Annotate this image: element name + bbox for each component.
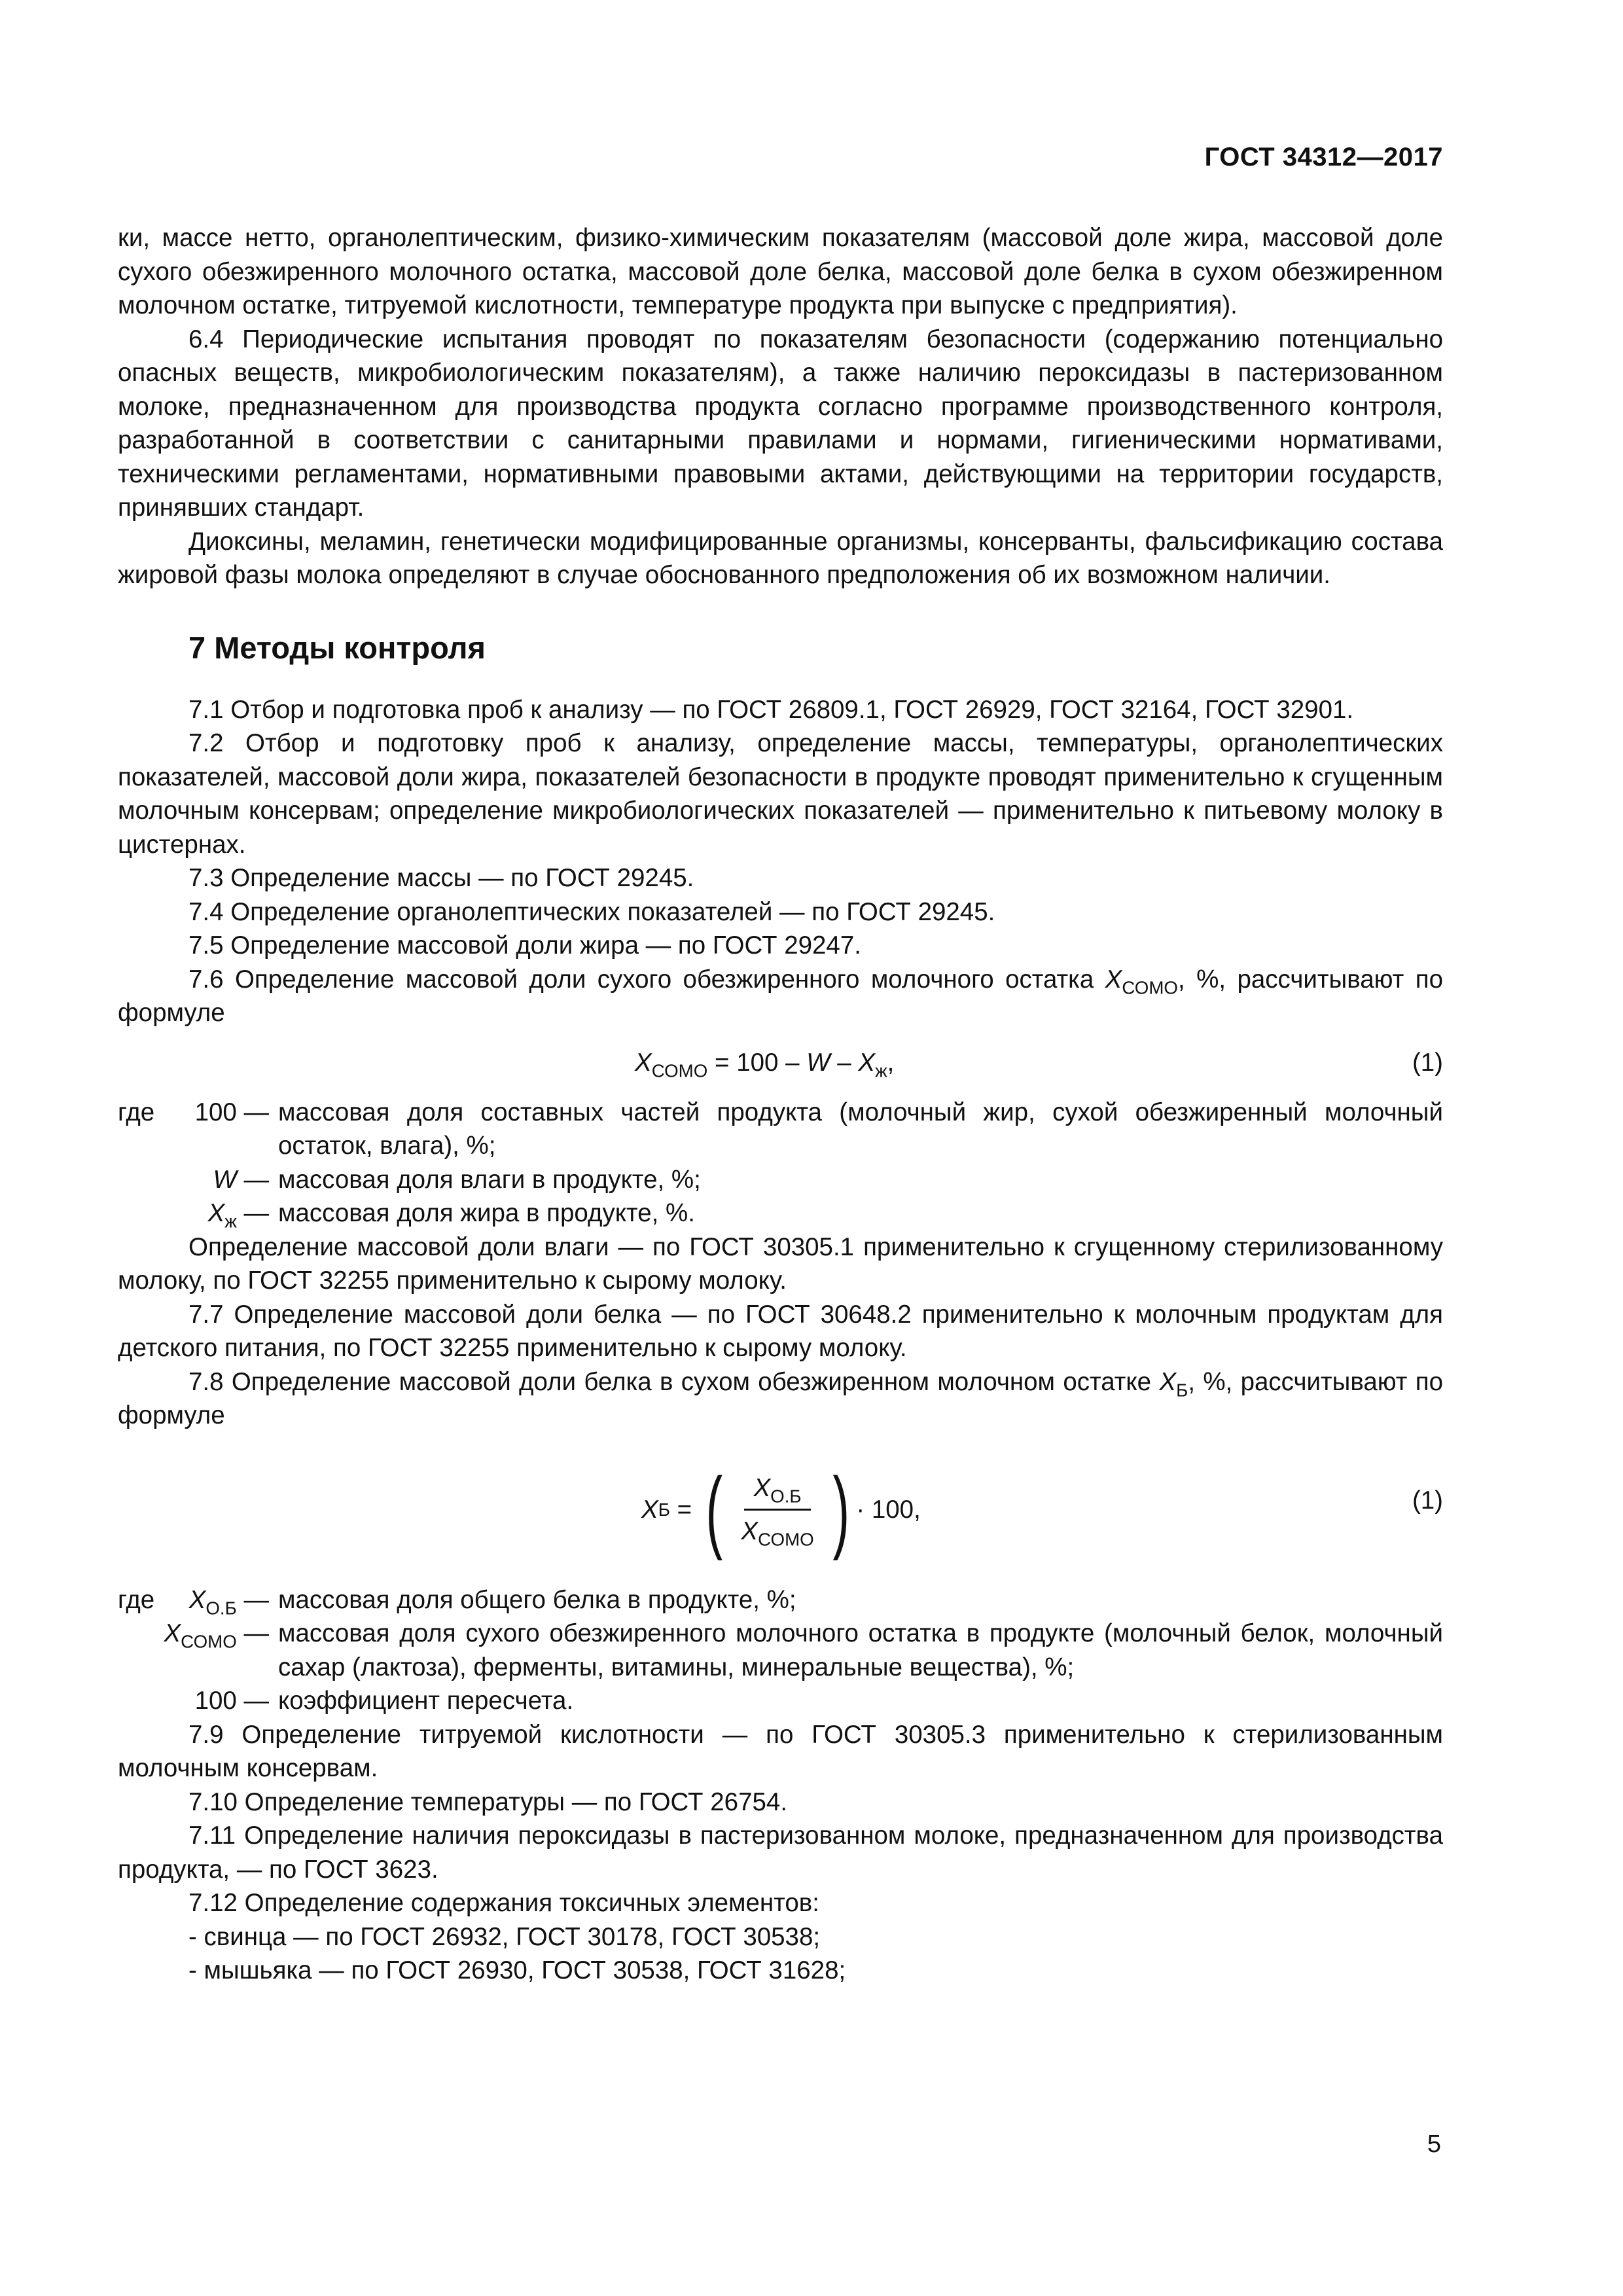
legend-key-sub: СОМО (181, 1631, 237, 1652)
formula-2-eq: = (669, 1495, 699, 1524)
formula-2-fraction (732, 1471, 823, 1549)
document-header: ГОСТ 34312—2017 (1204, 143, 1443, 171)
paragraph-7-2: 7.2 Отбор и подготовку проб к анализу, определение массы, температуры, органолептических показателей, массовой доли жира, показателей безопасности в продукте проводят применительно к сгущенным молочным консервам; определение микробиологических показателей — применительно к питьевому молоку в цистернах. (118, 729, 1443, 859)
legend-key-text: — (236, 1199, 269, 1227)
legend-key-var: W (213, 1165, 237, 1194)
legend-key-var: X (188, 1585, 206, 1614)
legend-value: массовая доля составных частей продукта (молочный жир, сухой обезжиренный молочный остаток, влага), %; (278, 1098, 1443, 1160)
legend-key-var: X (207, 1199, 225, 1227)
legend-lead: где (118, 1585, 155, 1614)
formula-1-lhs-sub: СОМО (651, 1060, 708, 1081)
page-number: 5 (1427, 2130, 1441, 2158)
legend-key (118, 1583, 278, 1617)
legend-key-text: — (236, 1619, 269, 1647)
legend-key-text: — (236, 1165, 269, 1194)
formula-1-body (635, 1046, 894, 1080)
formula-1-eq: = 100 – (707, 1048, 807, 1077)
formula-1-minus: – (830, 1048, 859, 1077)
legend-key (118, 1096, 278, 1163)
list-item-arsenic: - мышьяка — по ГОСТ 26930, ГОСТ 30538, ГОСТ 31628; (188, 1956, 846, 1984)
formula-1-legend (118, 1096, 1443, 1230)
fraction-denominator (732, 1511, 823, 1549)
paragraph-moisture: Определение массовой доли влаги — по ГОСТ 30305.1 применительно к сгущенному стерилизованному молоку, по ГОСТ 32255 применительно к сырому молоку. (118, 1232, 1443, 1295)
paragraph-7-8 (118, 1365, 1443, 1433)
legend-value: коэффициент пересчета. (278, 1687, 574, 1715)
section-title: 7 Методы контроля (188, 630, 486, 665)
page-content (118, 221, 1443, 1988)
var-sub-somo: СОМО (1122, 977, 1178, 998)
legend-key (118, 1684, 278, 1718)
denominator-var: X (741, 1517, 758, 1545)
left-paren-glyph: ( (705, 1458, 722, 1561)
paragraph-7-7: 7.7 Определение массовой доли белка — по ГОСТ 30648.2 применительно к молочным продуктам для детского питания, по ГОСТ 32255 применительно к сырому молоку. (118, 1300, 1443, 1362)
formula-1-w: W (806, 1048, 830, 1077)
var-x: X (1105, 965, 1122, 994)
paragraph-7-6-text: 7.6 Определение массовой доли сухого обезжиренного молочного остатка (188, 965, 1105, 994)
numerator-sub: О.Б (770, 1486, 802, 1507)
formula-2-body: X Б = ( $\frac{X_{О.Б}}{X_{СОМО}}$ ) · 100, (641, 1458, 921, 1561)
legend-value: массовая доля влаги в продукте, %; (278, 1165, 701, 1194)
legend-value: массовая доля жира в продукте, %. (278, 1199, 695, 1227)
paragraph-7-10: 7.10 Определение температуры — по ГОСТ 26754. (188, 1787, 788, 1816)
paragraph-6-4-dioxins: Диоксины, меламин, генетически модифицированные организмы, консерванты, фальсификацию состава жировой фазы молока определяют в случае обоснованного предположения об их возможном наличии. (118, 527, 1443, 589)
paragraph-7-11: 7.11 Определение наличия пероксидазы в пастеризованном молоке, предназначенном для производства продукта, — по ГОСТ 3623. (118, 1821, 1443, 1884)
var-x: X (1159, 1367, 1177, 1396)
paragraph-7-12: 7.12 Определение содержания токсичных элементов: (188, 1889, 819, 1917)
legend-key (118, 1163, 278, 1197)
legend-key-var: X (164, 1619, 181, 1647)
paragraph-7-6-tail: , %, рассчитывают по формуле (118, 965, 1443, 1027)
legend-key-text: — (236, 1585, 269, 1614)
formula-2 (118, 1446, 1443, 1574)
formula-1-x: X (858, 1048, 876, 1077)
legend-key-text: 100 — (194, 1098, 269, 1126)
legend-lead: где (118, 1098, 155, 1126)
legend-key-text: 100 — (194, 1687, 269, 1715)
formula-2-legend (118, 1583, 1443, 1718)
numerator-var: X (753, 1473, 771, 1502)
legend-value: массовая доля сухого обезжиренного молочного остатка в продукте (молочный белок, молочный сахар (лактоза), ферменты, витамины, минеральные вещества), %; (278, 1619, 1443, 1681)
formula-2-number: (1) (1412, 1486, 1443, 1515)
right-paren-glyph: ) (832, 1458, 849, 1561)
paragraph-7-5: 7.5 Определение массовой доли жира — по ГОСТ 29247. (188, 931, 861, 960)
paragraph-6-4: 6.4 Периодические испытания проводят по показателям безопасности (содержанию потенциально опасных веществ, микробиологическим показателям), а также наличию пероксидазы в пастеризованном молоке, предназначенном для производства продукта согласно программе производственного контроля, разработанной в соответствии с санитарными правилами и нормами, гигиеническими нормативами, техническими регламентами, нормативными правовыми актами, действующими на территории государств, принявших стандарт. (118, 325, 1443, 522)
list-item-lead: - свинца — по ГОСТ 26932, ГОСТ 30178, ГОСТ 30538; (188, 1922, 821, 1951)
legend-key (118, 1196, 278, 1230)
legend-value: массовая доля общего белка в продукте, %; (278, 1585, 796, 1614)
fraction-numerator (744, 1471, 810, 1511)
var-sub-b: Б (1176, 1380, 1188, 1401)
paragraph-7-6 (118, 963, 1443, 1030)
paragraph-7-4: 7.4 Определение органолептических показателей — по ГОСТ 29245. (188, 897, 995, 926)
legend-key-sub: ж (224, 1211, 237, 1232)
paragraph-7-1: 7.1 Отбор и подготовка проб к анализу — по ГОСТ 26809.1, ГОСТ 26929, ГОСТ 32164, ГОСТ 32901. (188, 695, 1354, 724)
formula-2-lhs-var: X (641, 1495, 658, 1524)
legend-key-sub: О.Б (205, 1598, 237, 1619)
formula-1-x-sub: ж (875, 1060, 887, 1081)
formula-1-number: (1) (1412, 1048, 1443, 1077)
paragraph-7-8-text: 7.8 Определение массовой доли белка в сухом обезжиренном молочном остатке (188, 1367, 1160, 1396)
paragraph-6-3-continued: ки, массе нетто, органолептическим, физико-химическим показателям (массовой доле жира, массовой доле сухого обезжиренного молочного остатка, массовой доле белка, массовой доле белка в сухом обезжиренном молочном остатке, титруемой кислотности, температуре продукта при выпуске с предприятия). (118, 224, 1443, 319)
paragraph-7-9: 7.9 Определение титруемой кислотности — по ГОСТ 30305.3 применительно к стерилизованным молочным консервам. (118, 1720, 1443, 1782)
formula-1 (118, 1030, 1443, 1096)
denominator-sub: СОМО (758, 1529, 814, 1550)
formula-1-lhs-var: X (635, 1048, 652, 1077)
paragraph-7-3: 7.3 Определение массы — по ГОСТ 29245. (188, 864, 694, 892)
formula-2-tail: · 100, (856, 1495, 921, 1524)
legend-key (118, 1617, 278, 1684)
paragraph-7-8-tail: , %, рассчитывают по формуле (118, 1367, 1443, 1429)
formula-1-end: , (887, 1048, 895, 1077)
